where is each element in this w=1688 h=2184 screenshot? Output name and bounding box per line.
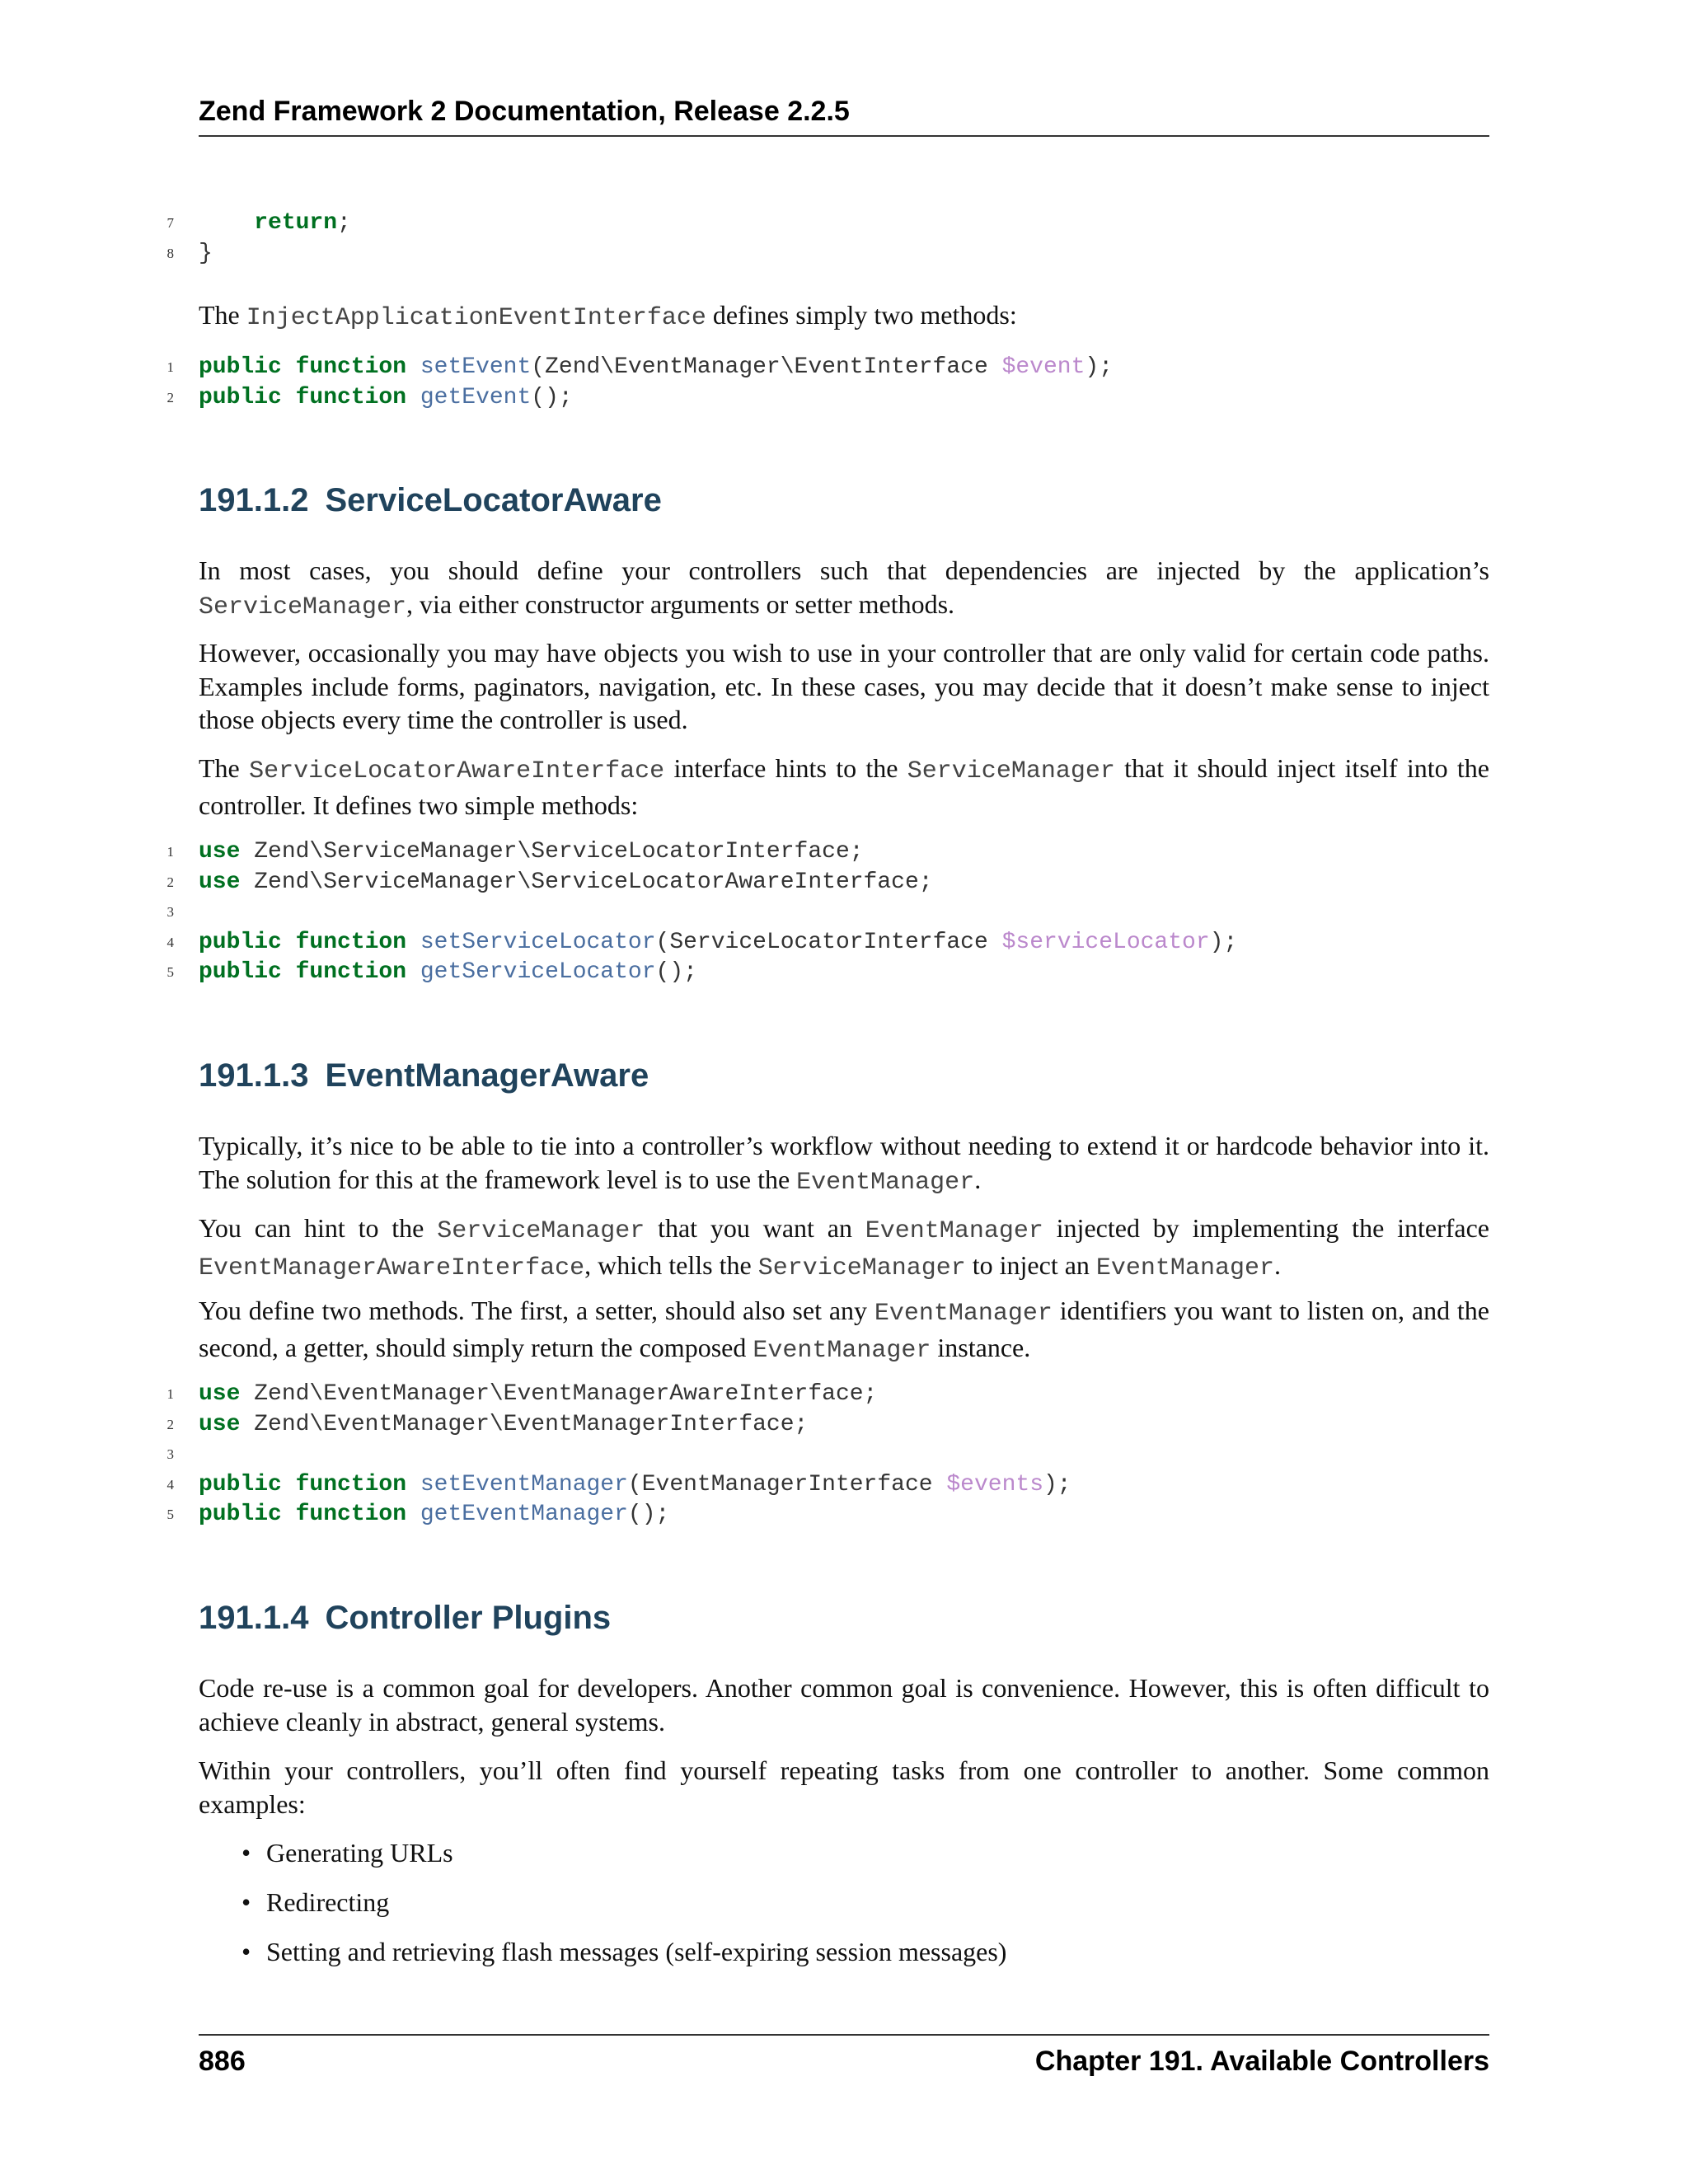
paragraph-inject: The InjectApplicationEventInterface defines simply two methods:: [199, 300, 1017, 332]
code-line: 5 public function getServiceLocator();: [166, 959, 697, 985]
page-number: 886: [199, 2046, 246, 2077]
paragraph: However, occasionally you may have objects you wish to use in your controller that are only valid for certain code paths. Examples include forms, paginators, navigation, etc. In these cases, you may decide that it doesn’t make sense to inject those objects every time the controller is used.: [199, 638, 1489, 734]
code-block-event: [166, 353, 1489, 413]
list-item: • Redirecting: [241, 1887, 390, 1917]
code-line: 2 public function getEvent();: [166, 384, 573, 410]
list-item: • Generating URLs: [241, 1838, 453, 1868]
code-line: 4 public function setServiceLocator(ServiceLocatorInterface $serviceLocator);: [166, 929, 1238, 955]
section-heading-service-locator-aware: 191.1.2 ServiceLocatorAware: [199, 482, 662, 518]
bullet-icon: •: [241, 1937, 251, 1966]
chapter-title: Chapter 191. Available Controllers: [1034, 2046, 1489, 2077]
paragraph: The ServiceLocatorAwareInterface interface hints to the ServiceManager that it should inject itself into the controller. It defines two simple methods:: [199, 753, 1490, 820]
paragraph: In most cases, you should define your controllers such that dependencies are injected by the application’s ServiceManager, via either constructor arguments or setter methods.: [199, 555, 1489, 621]
code-line: 1 use Zend\EventManager\EventManagerAwareInterface;: [166, 1381, 878, 1407]
paragraph: Typically, it’s nice to be able to tie into a controller’s workflow without needing to extend it or hardcode behavior into it. The solution for this at the framework level is to use the EventManager.: [199, 1131, 1489, 1197]
paragraph: Within your controllers, you’ll often find yourself repeating tasks from one controller to another. Some common examples:: [199, 1755, 1489, 1819]
footer-rule: [199, 2034, 1489, 2036]
list-item: • Setting and retrieving flash messages (self-expiring session messages): [241, 1937, 1007, 1966]
code-line: 4 public function setEventManager(EventManagerInterface $events);: [166, 1471, 1071, 1497]
running-footer: [199, 2042, 1489, 2080]
section-heading-controller-plugins: 191.1.4 Controller Plugins: [199, 1600, 612, 1636]
paragraph: You can hint to the ServiceManager that you want an EventManager injected by implementing the interface EventManagerAwareInterface, which tells the ServiceManager to inject an EventManager.: [199, 1213, 1490, 1282]
code-line: 5 public function getEventManager();: [166, 1502, 670, 1527]
code-line: 1 public function setEvent(Zend\EventManager\EventInterface $event);: [166, 354, 1114, 380]
code-line: 8 }: [166, 240, 213, 266]
code-line: 2 use Zend\ServiceManager\ServiceLocatorAwareInterface;: [166, 869, 933, 895]
code-line: 3: [166, 1446, 174, 1462]
bullet-list: [199, 1836, 1489, 1985]
paragraph: You define two methods. The first, a setter, should also set any EventManager identifiers you want to listen on, and the second, a getter, should simply return the composed EventManager instance.: [199, 1296, 1490, 1365]
running-header: Zend Framework 2 Documentation, Release 2.2.5: [199, 92, 1489, 137]
bullet-icon: •: [241, 1838, 251, 1868]
code-block-event-manager: [166, 1380, 1489, 1530]
paragraph: Code re-use is a common goal for developers. Another common goal is convenience. However, this is often difficult to achieve cleanly in abstract, general systems.: [199, 1673, 1489, 1736]
code-block-service-locator: [166, 837, 1489, 988]
code-line: 2 use Zend\EventManager\EventManagerInterface;: [166, 1411, 809, 1437]
code-line: 7 return;: [166, 210, 351, 236]
code-block-return: [166, 209, 1489, 269]
bullet-icon: •: [241, 1887, 251, 1917]
section-heading-event-manager-aware: 191.1.3 EventManagerAware: [199, 1057, 649, 1094]
code-line: 3: [166, 904, 174, 920]
code-line: 1 use Zend\ServiceManager\ServiceLocatorInterface;: [166, 839, 864, 865]
